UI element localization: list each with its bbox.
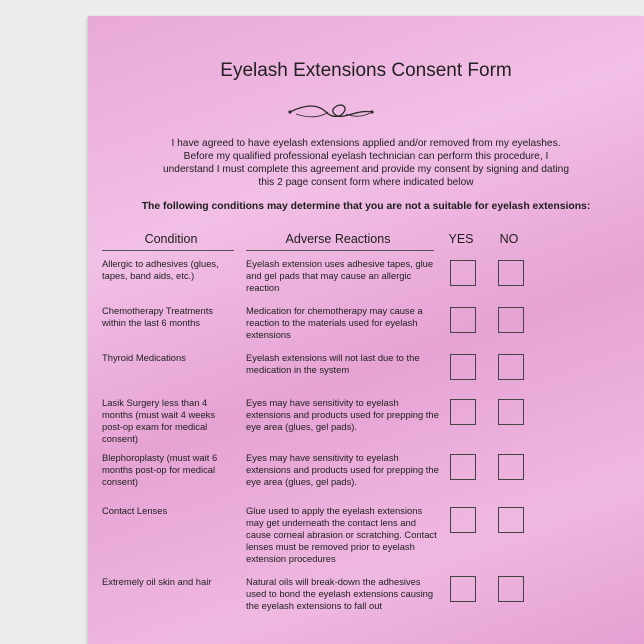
- header-yes: YES: [448, 232, 474, 246]
- condition-cell: Extremely oil skin and hair: [102, 576, 212, 587]
- adverse-cell: Eyes may have sensitivity to eyelash extensions and products used for prepping the eye area (glues, gel pads).: [246, 452, 439, 487]
- adverse-cell: Eyelash extensions will not last due to the medication in the system: [246, 352, 420, 375]
- condition-cell: Allergic to adhesives (glues, tapes, band aids, etc.): [102, 258, 219, 281]
- condition-cell: Thyroid Medications: [102, 352, 186, 363]
- yes-checkbox[interactable]: [450, 454, 476, 480]
- intro-paragraph: [110, 137, 622, 189]
- no-checkbox[interactable]: [498, 576, 524, 602]
- condition-cell: Contact Lenses: [102, 505, 168, 516]
- header-underline-adverse: [246, 250, 434, 251]
- yes-checkbox[interactable]: [450, 399, 476, 425]
- no-checkbox[interactable]: [498, 454, 524, 480]
- form-title: Eyelash Extensions Consent Form: [220, 60, 512, 81]
- condition-cell: Chemotherapy Treatments within the last 6 months: [102, 305, 213, 328]
- intro-line: understand I must complete this agreement and provide my consent by signing and dating: [162, 164, 570, 175]
- flourish-ornament: [286, 100, 376, 124]
- header-no: NO: [499, 232, 519, 246]
- intro-line: Before my qualified professional eyelash technician can perform this procedure, I: [183, 151, 549, 162]
- adverse-cell: Eyelash extension uses adhesive tapes, glue and gel pads that may cause an allergic reaction: [246, 258, 434, 293]
- adverse-cell: Medication for chemotherapy may cause a reaction to the materials used for eyelash extensions: [246, 305, 423, 340]
- no-checkbox[interactable]: [498, 260, 524, 286]
- header-underline-condition: [102, 250, 234, 251]
- condition-cell: Blephoroplasty (must wait 6 months post-op for medical consent): [102, 452, 218, 487]
- yes-checkbox[interactable]: [450, 354, 476, 380]
- adverse-cell: Glue used to apply the eyelash extensions may get underneath the contact lens and cause corneal abrasion or scratching. Contact lenses must be removed prior to eyelash extension procedures: [246, 505, 437, 564]
- yes-checkbox[interactable]: [450, 576, 476, 602]
- header-condition: Condition: [144, 232, 198, 246]
- no-checkbox[interactable]: [498, 399, 524, 425]
- consent-form-sheet: [88, 16, 644, 644]
- no-checkbox[interactable]: [498, 507, 524, 533]
- no-checkbox[interactable]: [498, 354, 524, 380]
- yes-checkbox[interactable]: [450, 260, 476, 286]
- no-checkbox[interactable]: [498, 307, 524, 333]
- intro-line: I have agreed to have eyelash extensions applied and/or removed from my eyelashes.: [171, 138, 561, 149]
- condition-cell: Lasik Surgery less than 4 months (must wait 4 weeks post-op exam for medical consent): [102, 397, 216, 444]
- suitability-warning: The following conditions may determine that you are not a suitable for eyelash extensions:: [141, 201, 591, 212]
- adverse-cell: Eyes may have sensitivity to eyelash extensions and products used for prepping the eye area (glues, gel pads).: [246, 397, 439, 432]
- yes-checkbox[interactable]: [450, 307, 476, 333]
- yes-checkbox[interactable]: [450, 507, 476, 533]
- header-adverse-reactions: Adverse Reactions: [285, 232, 391, 246]
- intro-line: this 2 page consent form where indicated below: [258, 177, 474, 188]
- adverse-cell: Natural oils will break-down the adhesives used to bond the eyelash extensions causing the eyelash extensions to fall out: [246, 576, 434, 611]
